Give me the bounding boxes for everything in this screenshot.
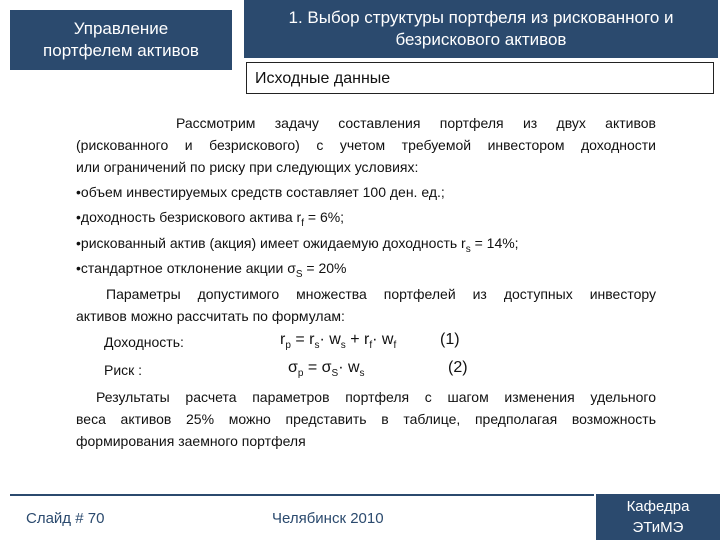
rk-mid: · w (338, 359, 360, 376)
rk-S: S (331, 368, 339, 380)
slide-title-box (244, 0, 718, 58)
intro-paragraph (76, 112, 656, 178)
bullet-riskfree-sub: f (301, 217, 304, 229)
risk-label: Риск : (104, 362, 143, 378)
bullet-risky-text: •рискованный актив (акция) имеет ожидаемую доходность r (76, 235, 466, 251)
department-box (596, 494, 720, 540)
params-paragraph (76, 283, 656, 327)
results-line-2: веса активов 25% можно представить в таблице, предполагая возможность (76, 411, 656, 427)
bullet-riskfree-value: = 6%; (303, 209, 345, 225)
rf-mid2: · w (372, 331, 394, 348)
footer-divider (10, 494, 594, 496)
department-line-2: ЭТиМЭ (632, 519, 684, 536)
bullet-risky-sub: s (465, 243, 471, 255)
footer-city-year: Челябинск 2010 (272, 510, 384, 527)
slide-title-line-2: безрискового активов (395, 30, 567, 49)
rf-s: s (314, 340, 320, 352)
bullet-investment: •объем инвестируемых средств составляет 100 ден. ед.; (76, 184, 445, 200)
risk-formula (288, 359, 365, 380)
rf-r: r (280, 331, 286, 348)
bullet-riskfree-text: •доходность безрискового актива r (76, 209, 302, 225)
rf-p: p (285, 340, 291, 352)
course-title-line-1: Управление (73, 19, 169, 38)
bullet-stdev-sub: S (295, 268, 303, 280)
return-formula (280, 331, 397, 352)
params-line-2: активов можно рассчитать по формулам: (76, 308, 345, 324)
rf-eq: = r (290, 331, 315, 348)
rf-f: f (369, 340, 373, 352)
course-title-box (10, 10, 232, 70)
equation-number-1: (1) (440, 331, 460, 348)
rf-plus: + r (345, 331, 370, 348)
section-subtitle: Исходные данные (246, 62, 714, 94)
course-title-line-2: портфелем активов (43, 41, 199, 60)
intro-line-1: Рассмотрим задачу составления портфеля из двух активов (176, 115, 656, 131)
rk-eq: = σ (303, 359, 332, 376)
bullet-stdev-text: •стандартное отклонение акции σ (76, 260, 296, 276)
return-label: Доходность: (104, 334, 184, 350)
params-line-1: Параметры допустимого множества портфелей из доступных инвестору (106, 286, 656, 302)
intro-line-3: или ограничений по риску при следующих условиях: (76, 159, 419, 175)
slide-number: Слайд # 70 (26, 510, 105, 527)
bullet-stdev-value: = 20% (302, 260, 347, 276)
department-line-1: Кафедра (626, 498, 690, 515)
equation-number-2: (2) (448, 359, 468, 376)
rf-mid: · w (319, 331, 341, 348)
rk-sig: σ (288, 359, 298, 376)
rk-p: p (297, 368, 304, 380)
bullet-stdev (76, 257, 347, 279)
bullet-risky-value: = 14%; (470, 235, 519, 251)
slide-title-line-1: 1. Выбор структуры портфеля из рискованного и (288, 8, 674, 27)
results-paragraph (76, 386, 656, 452)
rf-s2: s (340, 340, 346, 352)
rf-f2: f (393, 340, 397, 352)
results-line-3: формирования заемного портфеля (76, 433, 306, 449)
rk-s: s (359, 368, 365, 380)
bullet-riskfree-return (76, 206, 344, 228)
intro-line-2: (рискованного и безрискового) с учетом требуемой инвестором доходности (76, 137, 656, 153)
bullet-risky-return (76, 232, 519, 254)
results-line-1: Результаты расчета параметров портфеля с шагом изменения удельного (96, 389, 656, 405)
